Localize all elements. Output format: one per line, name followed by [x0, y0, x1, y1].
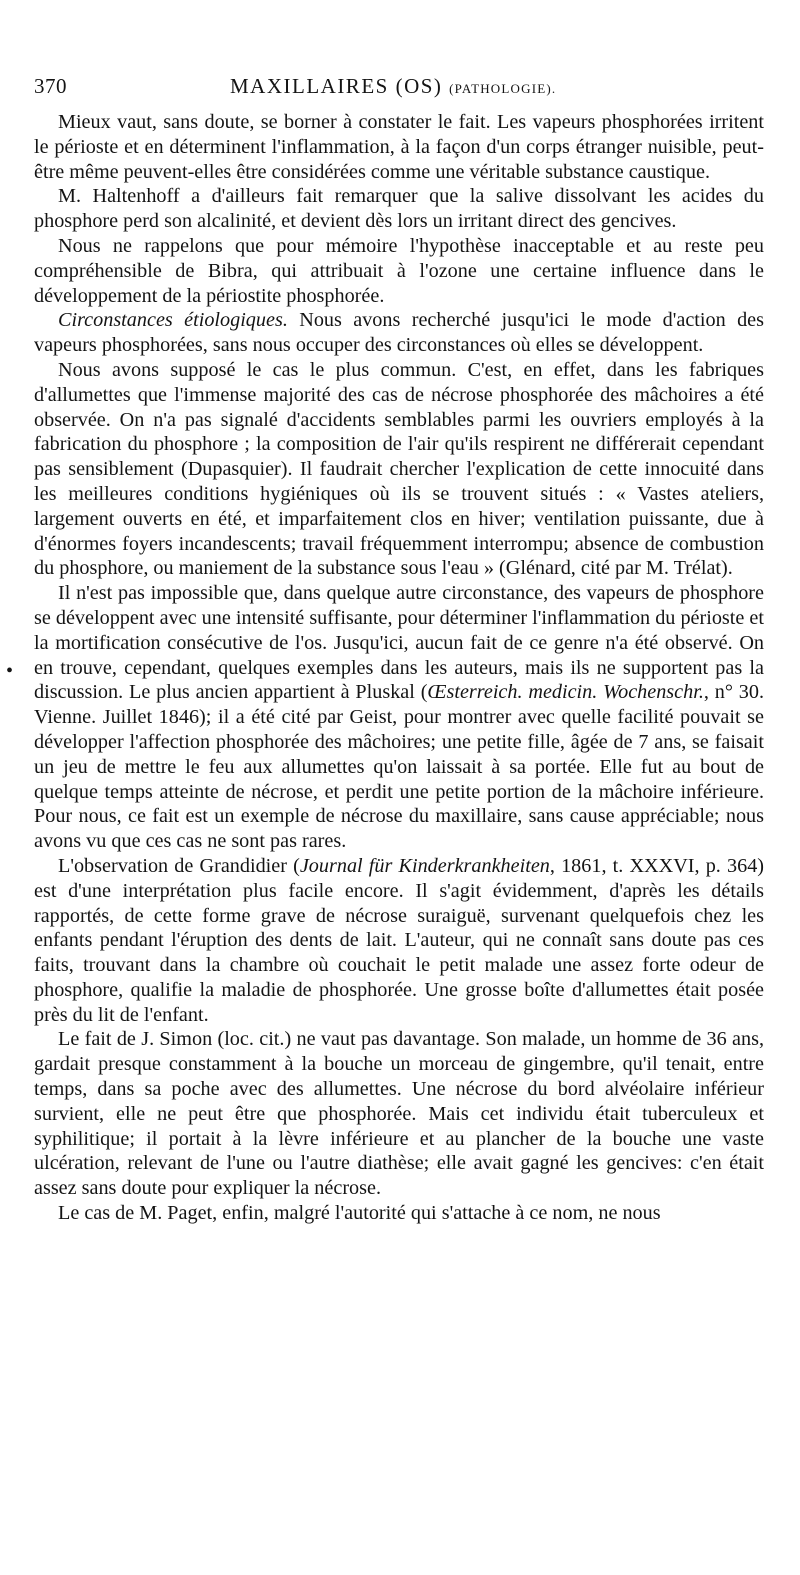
journal-title: Œsterreich. medicin. Wochenschr. [427, 681, 704, 704]
paragraph-text: L'observation de Grandidier ( [58, 854, 300, 877]
journal-title: Journal für Kinderkrankheiten [299, 854, 550, 877]
running-title-main: MAXILLAIRES (OS) [230, 74, 443, 98]
paragraph: Le cas de M. Paget, enfin, malgré l'autorité qui s'attache à ce nom, ne nous [58, 1202, 661, 1225]
paragraph: Nous ne rappelons que pour mémoire l'hypothèse inacceptable et au reste peu compréhensible de Bibra, qui attribuait à l'ozone une certaine influence dans le développement de la périostite phosphorée. [34, 234, 764, 307]
paragraph: Le fait de J. Simon (loc. cit.) ne vaut pas davantage. Son malade, un homme de 36 ans, gardait presque constamment à la bouche un morceau de gingembre, qu'il tenait, entre temps, dans sa poche avec des allumettes. Une nécrose du bord alvéolaire inférieur survient, elle ne peut être que phosphorée. Mais cet individu était tuberculeux et syphilitique; il portait à la lèvre inférieure et au plancher de la bouche une vaste ulcération, relevant de l'une ou l'autre diathèse; elle avait gagné les gencives: c'en était assez sans doute pour expliquer la nécrose. [34, 1028, 764, 1200]
paragraph: M. Haltenhoff a d'ailleurs fait remarquer que la salive dissolvant les acides du phosphore perd son alcalinité, et devient dès lors un irritant direct des gencives. [34, 185, 764, 233]
paragraph-text: , n° 30. Vienne. Juillet 1846); il a été cité par Geist, pour montrer avec quelle facilité pouvait se développer l'affection phosphorée des mâchoires; une petite fille, âgée de 7 ans, se faisait un jeu de mettre le feu aux allumettes qu'on laissait à sa portée. Elle fut au bout de quelque temps atteinte de nécrose, et perdit une petite portion de la mâchoire inférieure. Pour nous, ce fait est un exemple de nécrose du maxillaire, sans cause appréciable; nous avons vu que ces cas ne sont pas rares. [34, 681, 764, 853]
paragraph-pluskal [34, 581, 764, 854]
running-title [230, 74, 556, 99]
page-number: 370 [34, 74, 67, 98]
margin-dot: • [6, 660, 14, 682]
paragraph: Nous avons supposé le cas le plus commun. C'est, en effet, dans les fabriques d'allumettes que l'immense majorité des cas de nécrose phosphorée des mâchoires a été observée. On n'a pas signalé d'accidents semblables parmi les ouvriers employés à la fabrication du phosphore ; la composition de l'air qu'ils respirent ne différerait cependant pas sensiblement (Dupasquier). Il faudrait chercher l'explication de cette innocuité dans les meilleures conditions hygiéniques où ils se trouvent situés : « Vastes ateliers, largement ouverts en été, et imparfaitement clos en hiver; ventilation puissante, due à d'énormes foyers incandescents; travail fréquemment interrompu; absence de combustion du phosphore, ou maniement de la substance sous l'eau » (Glénard, cité par M. Trélat). [34, 358, 764, 580]
paragraph-circonstances [34, 308, 764, 358]
paragraph-text: , 1861, t. XXXVI, p. 364) est d'une interprétation plus facile encore. Il s'agit évidemment, d'après les détails rapportés, de cette forme grave de nécrose suraiguë, survenant quelquefois chez les enfants pendant l'éruption des dents de lait. L'auteur, qui ne connaît sans doute pas ces faits, trouvant dans la chambre où couchait le petit malade une assez forte odeur de phosphore, qualifie la maladie de phosphorée. Une grosse boîte d'allumettes était posée près du lit de l'enfant. [34, 854, 765, 1026]
running-header [34, 72, 766, 102]
paragraph: Mieux vaut, sans doute, se borner à constater le fait. Les vapeurs phosphorées irritent le périoste et en déterminent l'inflammation, à la façon d'un corps étranger nuisible, peut-être même peuvent-elles être considérées comme une véritable substance caustique. [34, 111, 764, 183]
section-label: Circonstances étiologiques. [58, 309, 288, 332]
running-title-section: (PATHOLOGIE). [449, 81, 557, 96]
paragraph-grandidier [34, 854, 764, 1028]
paragraph-text: Il n'est pas impossible que, dans quelque autre circonstance, des vapeurs de phosphore se développent avec une intensité suffisante, pour déterminer l'inflammation du périoste et la mortification consécutive de l'os. Jusqu'ici, aucun fait de ce genre n'a été observé. On en trouve, cependant, quelques exemples dans les auteurs, mais ils ne supportent pas la discussion. Le plus ancien appartient à Pluskal ( [34, 582, 764, 704]
body-text [34, 110, 764, 1226]
paragraph-text: Nous avons recherché jusqu'ici le mode d'action des vapeurs phosphorées, sans nous occuper des circonstances où elles se développent. [34, 309, 765, 357]
